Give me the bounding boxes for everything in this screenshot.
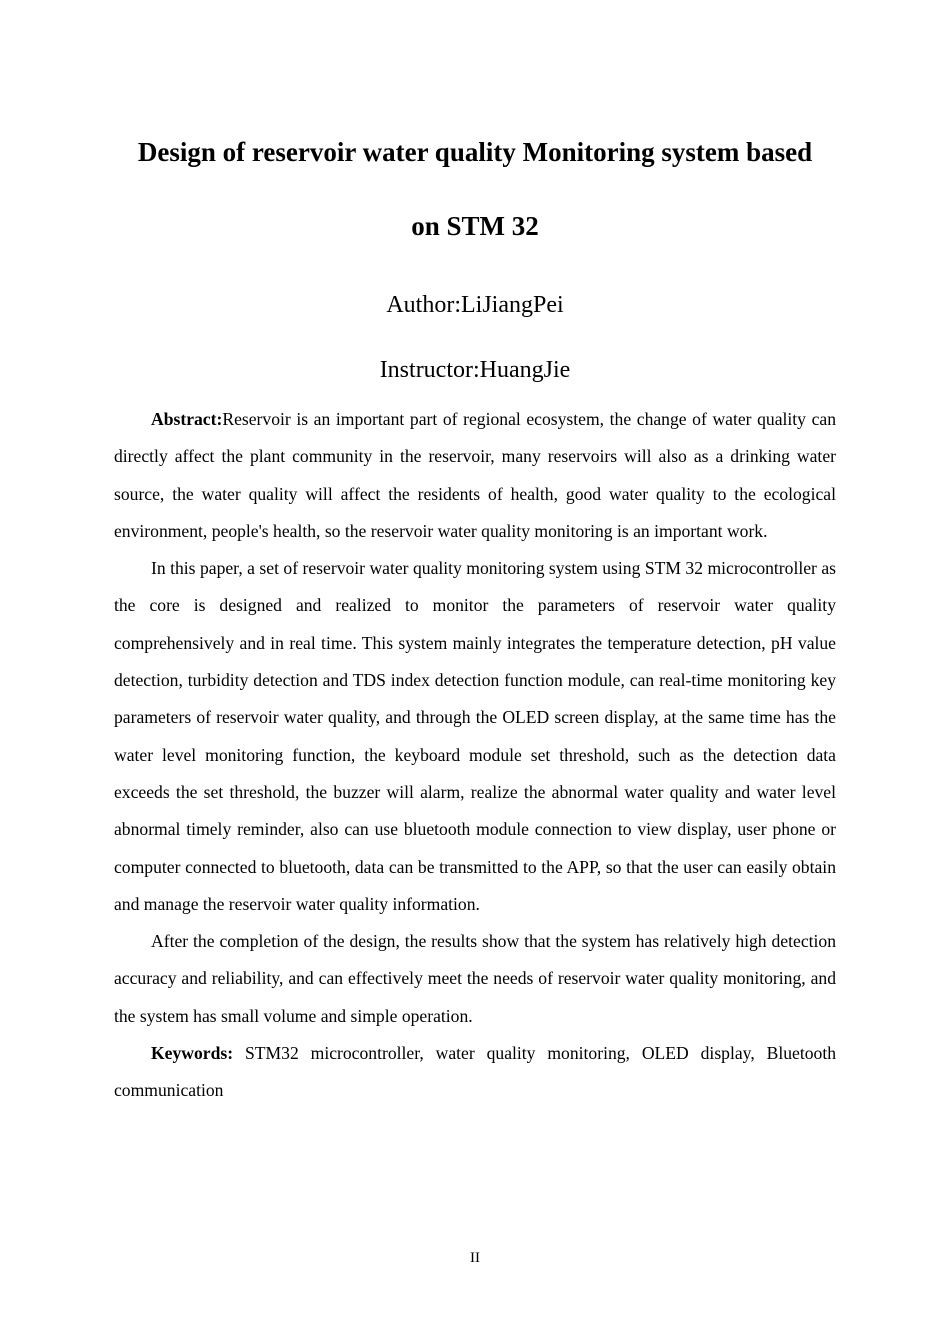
instructor-line: Instructor:HuangJie <box>379 357 571 383</box>
keywords-paragraph <box>114 1035 836 1110</box>
page-number: II <box>470 1250 480 1266</box>
keywords-label: Keywords: <box>151 1043 234 1064</box>
abstract-paragraph-1-text: Reservoir is an important part of regional ecosystem, the change of water quality can directly affect the plant community in the reservoir, many reservoirs will also as a drinking water source, the water quality will affect the residents of health, good water quality to the ecological environment, people's health, so the reservoir water quality monitoring is an important work. <box>114 409 836 541</box>
abstract-section <box>114 401 836 1110</box>
author-line: Author:LiJiangPei <box>386 292 564 318</box>
document-title-line-1: Design of reservoir water quality Monitoring system based <box>137 137 813 167</box>
document-title-line-2: on STM 32 <box>411 211 539 241</box>
abstract-paragraph-3: After the completion of the design, the results show that the system has relatively high detection accuracy and reliability, and can effectively meet the needs of reservoir water quality monitoring, and the system has small volume and simple operation. <box>114 931 836 1026</box>
abstract-paragraph-1 <box>114 401 836 550</box>
keywords-text: STM32 microcontroller, water quality monitoring, OLED display, Bluetooth communication <box>114 1043 836 1101</box>
abstract-paragraph-2: In this paper, a set of reservoir water quality monitoring system using STM 32 microcontroller as the core is designed and realized to monitor the parameters of reservoir water quality comprehensively and in real time. This system mainly integrates the temperature detection, pH value detection, turbidity detection and TDS index detection function module, can real-time monitoring key parameters of reservoir water quality, and through the OLED screen display, at the same time has the water level monitoring function, the keyboard module set threshold, such as the detection data exceeds the set threshold, the buzzer will alarm, realize the abnormal water quality and water level abnormal timely reminder, also can use bluetooth module connection to view display, user phone or computer connected to bluetooth, data can be transmitted to the APP, so that the user can easily obtain and manage the reservoir water quality information. <box>114 558 836 914</box>
abstract-label: Abstract: <box>151 409 223 429</box>
